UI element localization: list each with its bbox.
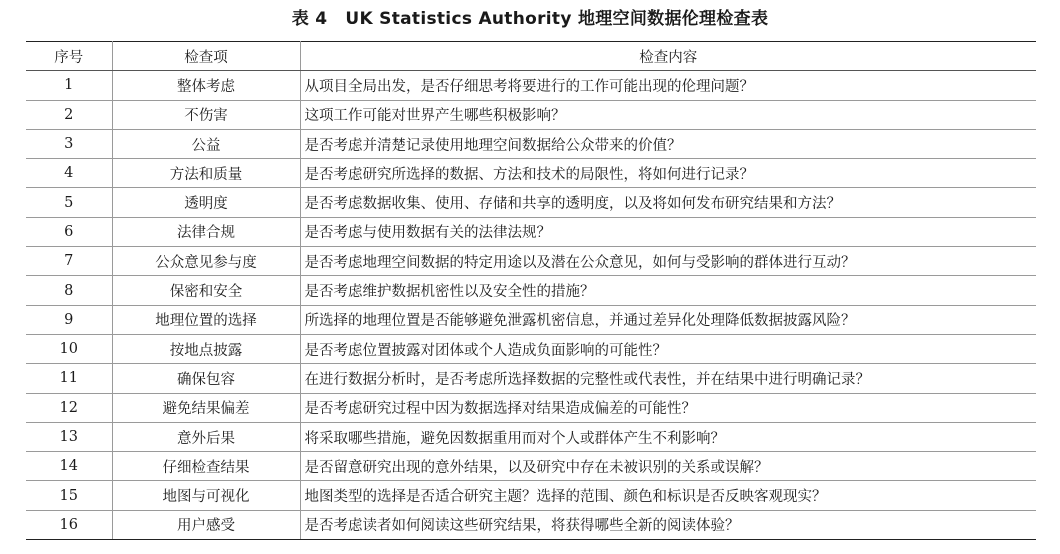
row-number: 3 xyxy=(26,129,112,158)
row-number: 16 xyxy=(26,510,112,539)
table-row xyxy=(26,71,1036,100)
table-row xyxy=(26,129,1036,158)
row-check-content: 是否考虑数据收集、使用、存储和共享的透明度，以及将如何发布研究结果和方法？ xyxy=(300,188,1036,217)
row-check-content: 所选择的地理位置是否能够避免泄露机密信息，并通过差异化处理降低数据披露风险？ xyxy=(300,305,1036,334)
row-check-item: 透明度 xyxy=(112,188,300,217)
row-number: 11 xyxy=(26,364,112,393)
table-row xyxy=(26,188,1036,217)
row-check-item: 地理位置的选择 xyxy=(112,305,300,334)
row-check-item: 方法和质量 xyxy=(112,159,300,188)
row-check-content: 从项目全局出发，是否仔细思考将要进行的工作可能出现的伦理问题？ xyxy=(300,71,1036,100)
header-item: 检查项 xyxy=(112,42,300,71)
table-row xyxy=(26,276,1036,305)
row-check-content: 是否考虑读者如何阅读这些研究结果，将获得哪些全新的阅读体验？ xyxy=(300,510,1036,539)
table-row xyxy=(26,393,1036,422)
table-caption xyxy=(0,4,1060,29)
table-row xyxy=(26,481,1036,510)
row-check-content: 是否考虑位置披露对团体或个人造成负面影响的可能性？ xyxy=(300,334,1036,363)
row-number: 2 xyxy=(26,100,112,129)
row-number: 7 xyxy=(26,247,112,276)
row-check-item: 整体考虑 xyxy=(112,71,300,100)
row-number: 10 xyxy=(26,334,112,363)
row-check-content: 地图类型的选择是否适合研究主题？选择的范围、颜色和标识是否反映客观现实？ xyxy=(300,481,1036,510)
row-check-content: 是否考虑并清楚记录使用地理空间数据给公众带来的价值？ xyxy=(300,129,1036,158)
header-no: 序号 xyxy=(26,42,112,71)
table-number: 表 4 xyxy=(291,9,328,29)
row-number: 12 xyxy=(26,393,112,422)
table-row xyxy=(26,510,1036,539)
row-check-item: 用户感受 xyxy=(112,510,300,539)
row-check-content: 是否考虑研究过程中因为数据选择对结果造成偏差的可能性？ xyxy=(300,393,1036,422)
table-row xyxy=(26,334,1036,363)
header-row xyxy=(26,42,1036,71)
row-number: 13 xyxy=(26,422,112,451)
row-number: 6 xyxy=(26,217,112,246)
table-row xyxy=(26,452,1036,481)
row-check-item: 意外后果 xyxy=(112,422,300,451)
row-check-content: 是否考虑与使用数据有关的法律法规？ xyxy=(300,217,1036,246)
header-content: 检查内容 xyxy=(300,42,1036,71)
table-row xyxy=(26,305,1036,334)
row-check-item: 公益 xyxy=(112,129,300,158)
row-check-item: 仔细检查结果 xyxy=(112,452,300,481)
row-check-item: 不伤害 xyxy=(112,100,300,129)
row-check-content: 这项工作可能对世界产生哪些积极影响？ xyxy=(300,100,1036,129)
row-check-content: 是否留意研究出现的意外结果，以及研究中存在未被识别的关系或误解？ xyxy=(300,452,1036,481)
table-row xyxy=(26,364,1036,393)
row-check-item: 保密和安全 xyxy=(112,276,300,305)
row-number: 1 xyxy=(26,71,112,100)
table-title: UK Statistics Authority 地理空间数据伦理检查表 xyxy=(345,9,769,29)
row-check-content: 是否考虑研究所选择的数据、方法和技术的局限性，将如何进行记录？ xyxy=(300,159,1036,188)
row-number: 9 xyxy=(26,305,112,334)
row-number: 8 xyxy=(26,276,112,305)
row-check-item: 确保包容 xyxy=(112,364,300,393)
ethics-checklist-table xyxy=(26,41,1036,540)
table-row xyxy=(26,247,1036,276)
row-check-content: 是否考虑维护数据机密性以及安全性的措施？ xyxy=(300,276,1036,305)
row-check-content: 是否考虑地理空间数据的特定用途以及潜在公众意见，如何与受影响的群体进行互动？ xyxy=(300,247,1036,276)
row-check-item: 避免结果偏差 xyxy=(112,393,300,422)
row-check-item: 公众意见参与度 xyxy=(112,247,300,276)
row-check-item: 法律合规 xyxy=(112,217,300,246)
row-number: 4 xyxy=(26,159,112,188)
row-check-item: 地图与可视化 xyxy=(112,481,300,510)
row-check-content: 将采取哪些措施，避免因数据重用而对个人或群体产生不利影响？ xyxy=(300,422,1036,451)
row-check-item: 按地点披露 xyxy=(112,334,300,363)
table-row xyxy=(26,159,1036,188)
row-check-content: 在进行数据分析时，是否考虑所选择数据的完整性或代表性，并在结果中进行明确记录？ xyxy=(300,364,1036,393)
row-number: 15 xyxy=(26,481,112,510)
table-row xyxy=(26,422,1036,451)
table-row xyxy=(26,217,1036,246)
row-number: 14 xyxy=(26,452,112,481)
table-row xyxy=(26,100,1036,129)
row-number: 5 xyxy=(26,188,112,217)
